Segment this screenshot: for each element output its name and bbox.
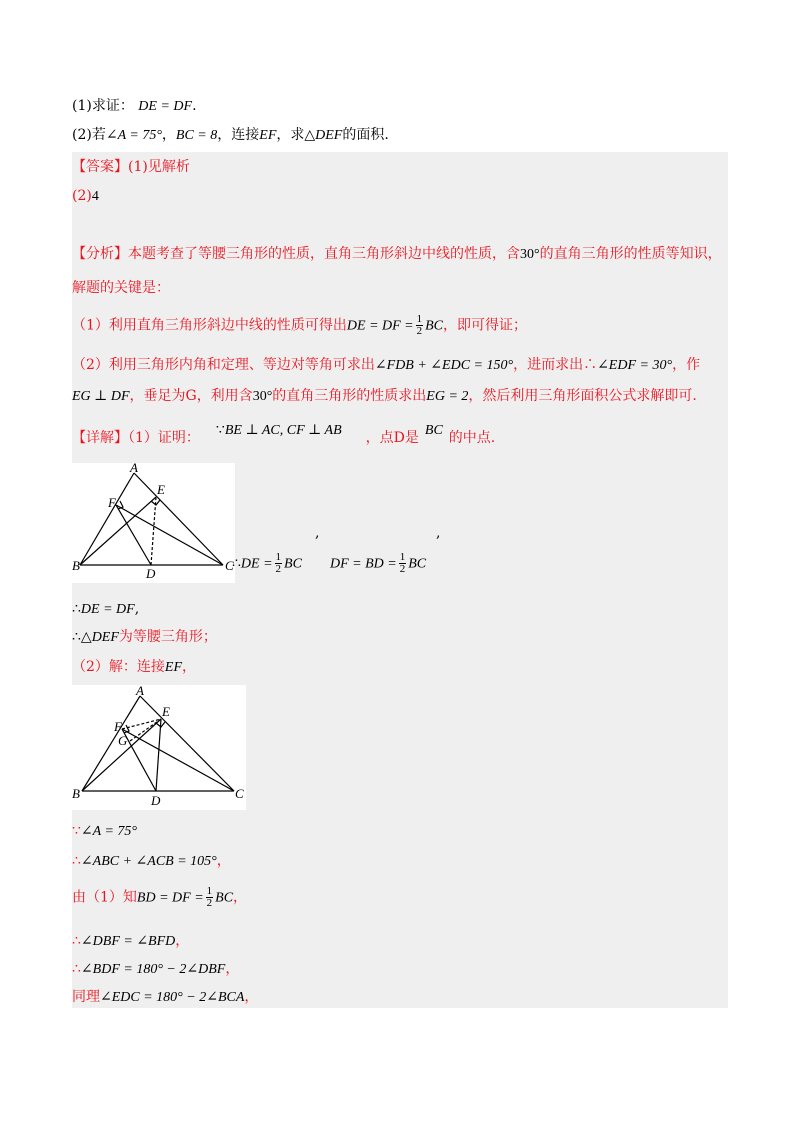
analysis-s3b: ，利用含 — [196, 388, 253, 404]
analysis-s2b: ，进而求出 — [513, 357, 584, 373]
label2-b: B — [72, 786, 80, 801]
detail-p1c: 是 — [404, 430, 419, 446]
conc1-end: , — [134, 601, 140, 617]
label2-f: F — [114, 719, 122, 734]
right-angle2-f — [124, 725, 129, 733]
l6-prefix: 同理 — [72, 989, 100, 1005]
comma-1: , — [315, 525, 320, 541]
conc1-math: DE = DF — [80, 602, 135, 617]
l2-math: ∠ABC + ∠ACB = 105° — [80, 854, 217, 869]
frac2-den: 2 — [275, 563, 282, 575]
because-2: ∵ — [72, 823, 81, 839]
q2-tri: △DEF — [304, 128, 343, 143]
detail-p2-end: ， — [182, 659, 197, 675]
analysis-s2-math1: ∠FDB + ∠EDC = 150° — [374, 358, 514, 373]
therefore-3: ∴ — [72, 630, 81, 645]
l3-bc: BC — [215, 890, 234, 906]
label2-g: G — [118, 733, 128, 748]
frac4-num: 1 — [206, 885, 213, 897]
detail-p1-math: BE ⊥ AC, CF ⊥ AB — [224, 423, 342, 438]
q1-label: (1)求证： — [72, 98, 134, 114]
l1-math: ∠A = 75° — [80, 824, 137, 839]
label-b: B — [72, 558, 80, 573]
figure-2-svg — [72, 685, 246, 810]
frac-den: 2 — [416, 325, 423, 337]
step-l6 — [72, 987, 258, 1008]
question-1 — [72, 96, 197, 117]
label-c: C — [225, 558, 234, 573]
question-2 — [72, 125, 389, 146]
answer-p1: (1)见解析 — [128, 159, 190, 175]
line-cf — [116, 505, 223, 565]
label2-c: C — [235, 786, 244, 801]
l3-math: BD = DF = — [136, 890, 204, 906]
analysis-s3-30deg: 30° — [252, 389, 273, 404]
fraction-half — [416, 314, 424, 337]
conclusion-1 — [72, 599, 139, 620]
because-sign: ∵ — [215, 423, 225, 438]
label2-d: D — [151, 793, 161, 808]
detail-p1e: 的中点. — [448, 430, 496, 446]
answer-p2-prefix: (2) — [72, 188, 92, 204]
analysis-s3-g: G — [185, 388, 197, 404]
detail-line-1 — [72, 423, 496, 449]
label2-a: A — [136, 685, 144, 698]
answer-line-2 — [72, 186, 99, 207]
l6-math: ∠EDC = 180° − 2∠BCA — [100, 990, 245, 1005]
q2-mid: ，连接 — [217, 127, 260, 143]
analysis-line-2 — [72, 278, 170, 298]
detail-p2-ef: EF — [164, 660, 183, 675]
figure-2 — [72, 685, 246, 810]
label-d: D — [146, 566, 156, 581]
analysis-s1-bc: BC — [425, 318, 444, 334]
q2-mid2: ，求 — [276, 127, 305, 143]
detail-p1-bc: BC — [424, 423, 443, 438]
step-l1 — [72, 821, 137, 842]
analysis-s3d: ，然后利用三角形面积公式求解即可. — [468, 388, 697, 404]
l3-end: ， — [233, 889, 248, 906]
frac3-den: 2 — [399, 563, 406, 575]
fraction-half-4 — [206, 886, 214, 909]
label-f: F — [108, 495, 116, 510]
q2-ef: EF — [259, 128, 277, 143]
l2-end: ， — [216, 853, 231, 869]
answer-p2-value: 4 — [91, 189, 99, 204]
therefore-5: ∴ — [72, 933, 81, 949]
l3-prefix: 由（1）知 — [72, 889, 137, 906]
line2-ab — [82, 696, 140, 791]
step-l3 — [72, 886, 247, 909]
step-l4 — [72, 931, 189, 952]
q1-math: DE = DF — [138, 99, 193, 114]
l5-end: ， — [225, 961, 240, 977]
analysis-s3-math1: EG ⊥ DF — [72, 389, 130, 404]
detail-p2a: （2）解：连接 — [72, 659, 165, 675]
analysis-step-3 — [72, 386, 697, 407]
l6-end: ， — [244, 989, 259, 1005]
eq1-lhs: DE = — [240, 556, 273, 572]
eq2-lhs: DF = BD = — [330, 556, 397, 572]
frac3-num: 1 — [399, 551, 406, 563]
eq2-bc: BC — [408, 556, 427, 572]
answer-line-1 — [72, 157, 190, 177]
line-ab — [80, 473, 134, 565]
label-a: A — [130, 463, 138, 475]
label-e: E — [157, 482, 165, 497]
fraction-half-2 — [275, 552, 283, 575]
l4-math: ∠DBF = ∠BFD — [80, 934, 176, 949]
q2-sep: ， — [161, 127, 176, 143]
q1-end: . — [192, 98, 197, 114]
analysis-text-2: 解题的关键是： — [72, 280, 170, 296]
q2-bc: BC = 8 — [175, 128, 218, 143]
detail-part-2 — [72, 657, 196, 678]
analysis-s3c: 的直角三角形的性质求出 — [272, 388, 427, 404]
fraction-half-3 — [399, 552, 407, 575]
analysis-s2c: ，作 — [672, 357, 701, 373]
analysis-s3-math2: EG = 2 — [426, 389, 469, 404]
line-ac — [134, 473, 223, 565]
q2-angle: ∠A = 75° — [105, 128, 162, 143]
frac-num: 1 — [416, 313, 423, 325]
analysis-text-1b: 的直角三角形的性质等知识， — [539, 246, 722, 262]
analysis-label: 【分析】 — [72, 246, 128, 262]
q2-end: 的面积. — [342, 127, 389, 143]
analysis-text-1a: 本题考查了等腰三角形的性质，直角三角形斜边中线的性质，含 — [128, 246, 520, 262]
analysis-s3a: ，垂足为 — [129, 388, 186, 404]
detail-eq-1 — [232, 552, 302, 575]
answer-label: 【答案】 — [72, 159, 128, 175]
figure-1 — [72, 463, 235, 583]
analysis-s2a: （2）利用三角形内角和定理、等边对等角可求出 — [72, 357, 375, 373]
conc2-math: △DEF — [80, 630, 119, 645]
label2-e: E — [162, 704, 170, 719]
detail-eq-2 — [330, 552, 426, 575]
frac2-num: 1 — [275, 551, 282, 563]
analysis-s1a: （1）利用直角三角形斜边中线的性质可得出 — [72, 317, 347, 334]
step-l5 — [72, 959, 239, 980]
detail-point-d: D — [393, 430, 405, 446]
frac4-den: 2 — [206, 897, 213, 909]
eq1-bc: BC — [284, 556, 302, 572]
detail-p1b: ，点 — [365, 430, 394, 446]
therefore-4: ∴ — [72, 853, 81, 869]
line2-de — [156, 719, 161, 791]
conc2-end: 为等腰三角形； — [118, 629, 217, 645]
step-l2 — [72, 851, 231, 872]
therefore-6: ∴ — [72, 961, 81, 977]
analysis-30deg: 30° — [520, 247, 540, 262]
detail-label: 【详解】 — [72, 430, 128, 446]
detail-p1a: （1）证明： — [128, 430, 200, 446]
figure-1-svg — [72, 463, 235, 583]
right-angle-f — [118, 501, 123, 509]
therefore-sign: ∴ — [583, 357, 598, 373]
therefore-1: ∴ — [232, 556, 241, 572]
conclusion-2 — [72, 627, 217, 648]
l4-end: ， — [175, 933, 190, 949]
line2-ac — [140, 696, 234, 791]
analysis-s2-math2: ∠EDF = 30° — [597, 358, 673, 373]
q2-label: (2)若 — [72, 127, 106, 143]
analysis-step-2 — [72, 355, 700, 376]
line-de — [151, 497, 156, 565]
analysis-line-1 — [72, 244, 722, 265]
comma-2: , — [436, 525, 441, 541]
line-df — [116, 505, 151, 565]
analysis-step-1 — [72, 314, 527, 337]
l5-math: ∠BDF = 180° − 2∠DBF — [80, 962, 226, 977]
therefore-2: ∴ — [72, 602, 81, 617]
line2-eg — [130, 719, 161, 741]
analysis-s1b: ，即可得证； — [443, 317, 528, 334]
analysis-s1-math: DE = DF = — [346, 318, 414, 334]
